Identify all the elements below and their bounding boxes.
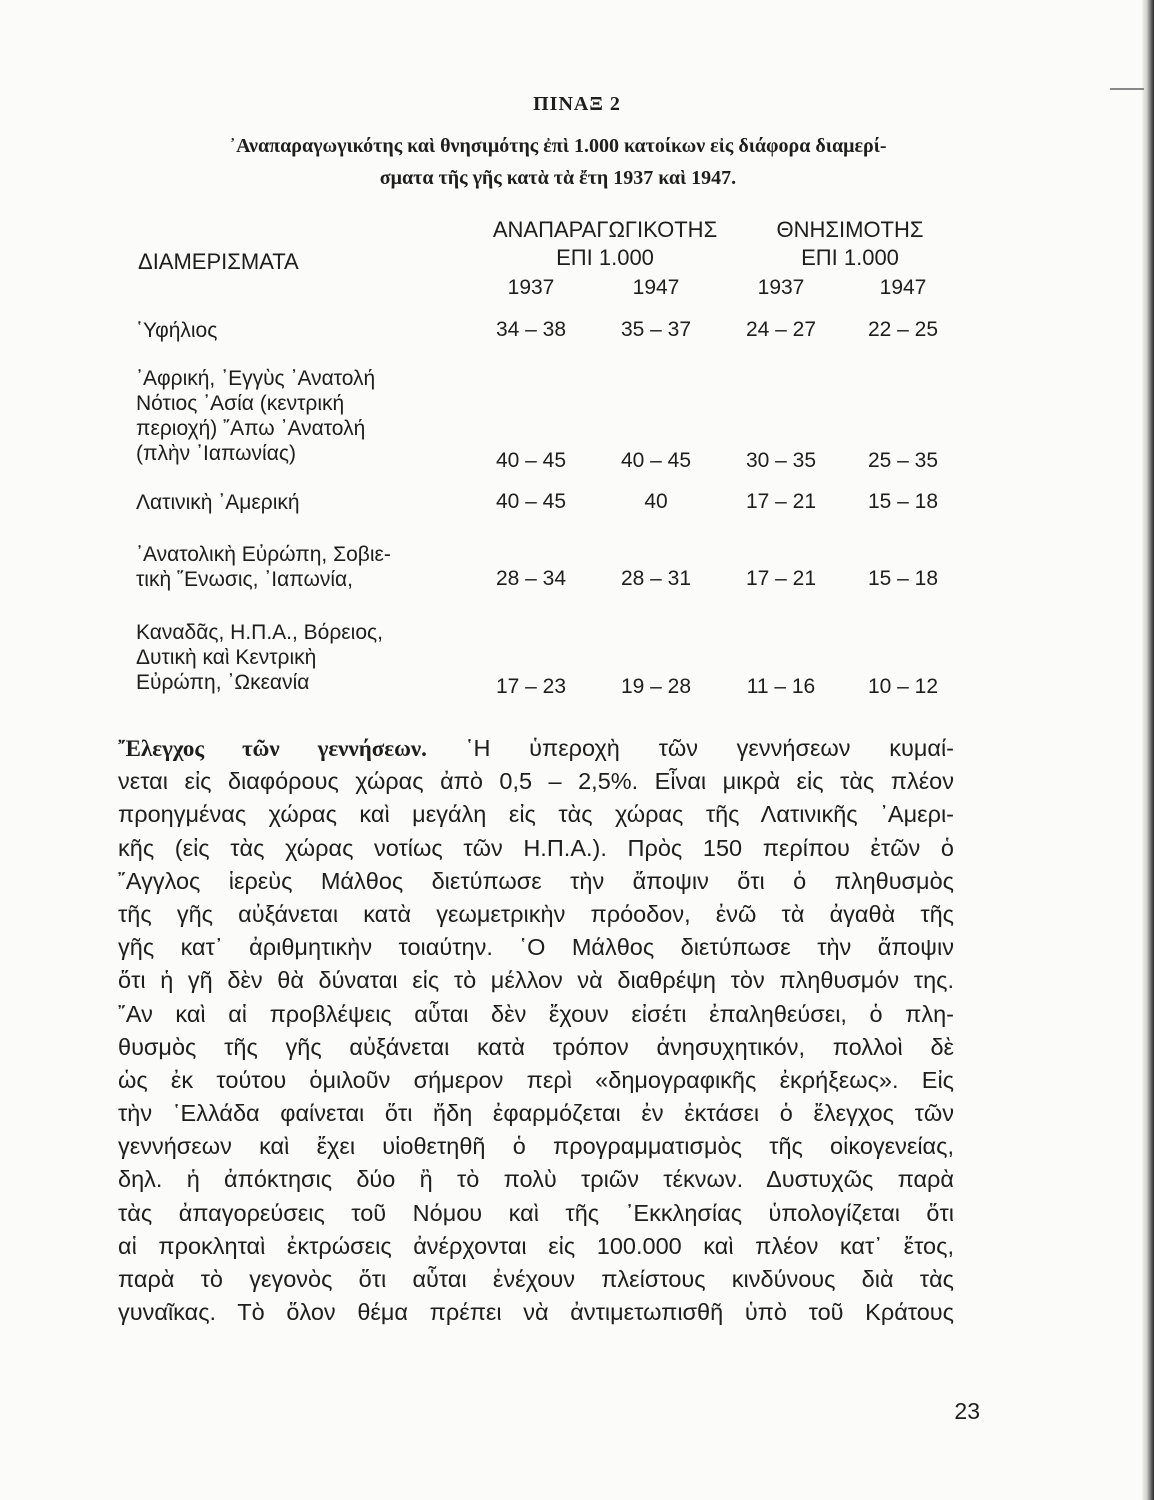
table-cell: 25 – 35 [867, 449, 939, 472]
paragraph-line: δηλ. ἡ ἀπόκτησις δύο ἢ τὸ πολὺ τριῶν τέκνων. Δυστυχῶς παρὰ [118, 1166, 954, 1193]
paragraph-line: προηγμένας χώρας καὶ μεγάλη εἰς τὰς χώρας τῆς Λατινικῆς ᾿Αμερι- [118, 801, 954, 828]
year-header: 1947 [879, 276, 927, 299]
year-header: 1947 [632, 276, 680, 299]
paragraph-line: γεννήσεων καὶ ἔχει υἱοθετηθῆ ὁ προγραμματισμὸς τῆς οἰκογενείας, [118, 1133, 954, 1160]
table-cell: 10 – 12 [867, 675, 939, 698]
year-header: 1937 [507, 276, 555, 299]
table-cell: 40 – 45 [620, 449, 692, 472]
header-mortality: ΘΝΗΣΙΜΟΤΗΣ [776, 217, 924, 242]
table-row-label [136, 542, 466, 592]
page-number: 23 [954, 1398, 980, 1424]
table-title: ΠΙΝΑΞ 2 [533, 93, 621, 115]
caption-line: σματα τῆς γῆς κατὰ τὰ ἔτη 1937 καὶ 1947. [379, 167, 737, 189]
table-cell: 40 [644, 490, 668, 513]
table-cell: 30 – 35 [745, 449, 817, 472]
paragraph-line: γυναῖκας. Τὸ ὅλον θέμα πρέπει νὰ ἀντιμετωπισθῆ ὑπὸ τοῦ Κράτους [118, 1299, 954, 1326]
paragraph-line: παρὰ τὸ γεγονὸς ὅτι αὗται ἐνέχουν πλείστους κινδύνους διὰ τὰς [118, 1266, 954, 1292]
page-edge-mark [1110, 88, 1144, 90]
year-header: 1937 [757, 276, 805, 299]
table-caption [148, 130, 968, 194]
paragraph-line: αἱ προκληταὶ ἐκτρώσεις ἀνέρχονται εἰς 100.000 καὶ πλέον κατ᾿ ἔτος, [118, 1232, 954, 1259]
paragraph-line: ὡς ἐκ τούτου ὁμιλοῦν σήμερον περὶ «δημογραφικῆς ἐκρήξεως». Εἰς [118, 1066, 954, 1093]
table-cell: 19 – 28 [620, 675, 692, 698]
paragraph-line: τὴν ῾Ελλάδα φαίνεται ὅτι ἤδη ἐφαρμόζεται ἐν ἐκτάσει ὁ ἔλεγχος τῶν [118, 1100, 954, 1127]
header-regions: ΔΙΑΜΕΡΙΣΜΑΤΑ [138, 249, 299, 274]
table-cell: 28 – 34 [495, 567, 567, 590]
row-label-line: Εὐρώπη, ᾿Ωκεανία [136, 671, 310, 694]
table-cell: 11 – 16 [746, 675, 816, 698]
table-cell: 24 – 27 [745, 318, 817, 341]
body-paragraph [118, 732, 954, 1329]
table-cell: 22 – 25 [867, 318, 939, 341]
table-cell: 28 – 31 [620, 567, 692, 590]
table-row-label [136, 620, 466, 695]
table-row-label [136, 318, 466, 343]
table-cell: 17 – 21 [745, 567, 817, 590]
row-label-line: Νότιος ᾿Ασία (κεντρική [136, 392, 345, 415]
paragraph-line: θυσμὸς τῆς γῆς αὐξάνεται κατὰ τρόπον ἀνησυχητικόν, πολλοὶ δὲ [118, 1033, 954, 1060]
paragraph-line: κῆς (εἰς τὰς χώρας νοτίως τῶν Η.Π.Α.). Πρὸς 150 περίπου ἐτῶν ὁ [118, 834, 954, 861]
row-label-line: ᾿Ανατολικὴ Εὐρώπη, Σοβιε- [136, 543, 391, 566]
table-row-label [136, 366, 466, 466]
row-label-line: Καναδᾶς, Η.Π.Α., Βόρειος, [136, 621, 383, 644]
table-cell: 17 – 21 [745, 490, 817, 513]
header-mortality-sub: ΕΠΙ 1.000 [801, 245, 899, 270]
page-edge-shadow [1142, 0, 1154, 1500]
row-label-line: ᾿Αφρική, ᾿Εγγὺς ᾿Ανατολή [136, 367, 376, 390]
row-label-line: περιοχή) ῎Απω ᾿Ανατολή [136, 417, 366, 440]
row-label-line: ῾Υφήλιος [136, 319, 218, 342]
table-cell: 34 – 38 [495, 318, 567, 341]
header-fertility-sub: ΕΠΙ 1.000 [556, 245, 654, 270]
first-line-text: ῾Η ὑπεροχὴ τῶν γεννήσεων κυμαί- [465, 735, 954, 761]
paragraph-line: νεται εἰς διαφόρους χώρας ἀπὸ 0,5 – 2,5%. Εἶναι μικρὰ εἰς τὰς πλέον [118, 768, 954, 795]
row-label-line: τικὴ ῞Ενωσις, ᾿Ιαπωνία, [136, 568, 353, 591]
table-cell: 15 – 18 [867, 567, 939, 590]
paragraph-line: τὰς ἀπαγορεύσεις τοῦ Νόμου καὶ τῆς ᾿Εκκλησίας ὑπολογίζεται ὅτι [118, 1199, 954, 1226]
table-cell: 40 – 45 [495, 490, 567, 513]
table-cell: 17 – 23 [495, 675, 567, 698]
table-cell: 35 – 37 [620, 318, 692, 341]
paragraph-line: ῎Αγγλος ἱερεὺς Μάλθος διετύπωσε τὴν ἄποψιν ὅτι ὁ πληθυσμὸς [118, 867, 954, 894]
row-label-line: (πλὴν ᾿Ιαπωνίας) [136, 442, 296, 465]
table-cell: 40 – 45 [495, 449, 567, 472]
paragraph-line: ὅτι ἡ γῆ δὲν θὰ δύναται εἰς τὸ μέλλον νὰ διαθρέψη τὸν πληθυσμόν της. [118, 967, 954, 994]
caption-line: ᾿Αναπαραγωγικότης καὶ θνησιμότης ἐπὶ 1.000 κατοίκων εἰς διάφορα διαμερί- [229, 135, 887, 157]
section-title: ῎Ελεγχος τῶν γεννήσεων. [118, 736, 427, 761]
paragraph-line: γῆς κατ᾿ ἀριθμητικὴν τοιαύτην. ῾Ο Μάλθος διετύπωσε τὴν ἄποψιν [118, 934, 954, 961]
paragraph-line [118, 732, 954, 765]
row-label-line: Δυτικὴ καὶ Κεντρικὴ [136, 646, 317, 669]
table-row-label [136, 490, 466, 515]
row-label-line: Λατινικὴ ᾿Αμερική [136, 491, 300, 514]
table-cell: 15 – 18 [867, 490, 939, 513]
paragraph-line: ῎Αν καὶ αἱ προβλέψεις αὗται δὲν ἔχουν εἰσέτι ἐπαληθεύσει, ὁ πλη- [118, 1000, 954, 1027]
header-fertility: ΑΝΑΠΑΡΑΓΩΓΙΚΟΤΗΣ [492, 217, 718, 242]
paragraph-line: τῆς γῆς αὐξάνεται κατὰ γεωμετρικὴν πρόοδον, ἐνῶ τὰ ἀγαθὰ τῆς [118, 900, 954, 927]
